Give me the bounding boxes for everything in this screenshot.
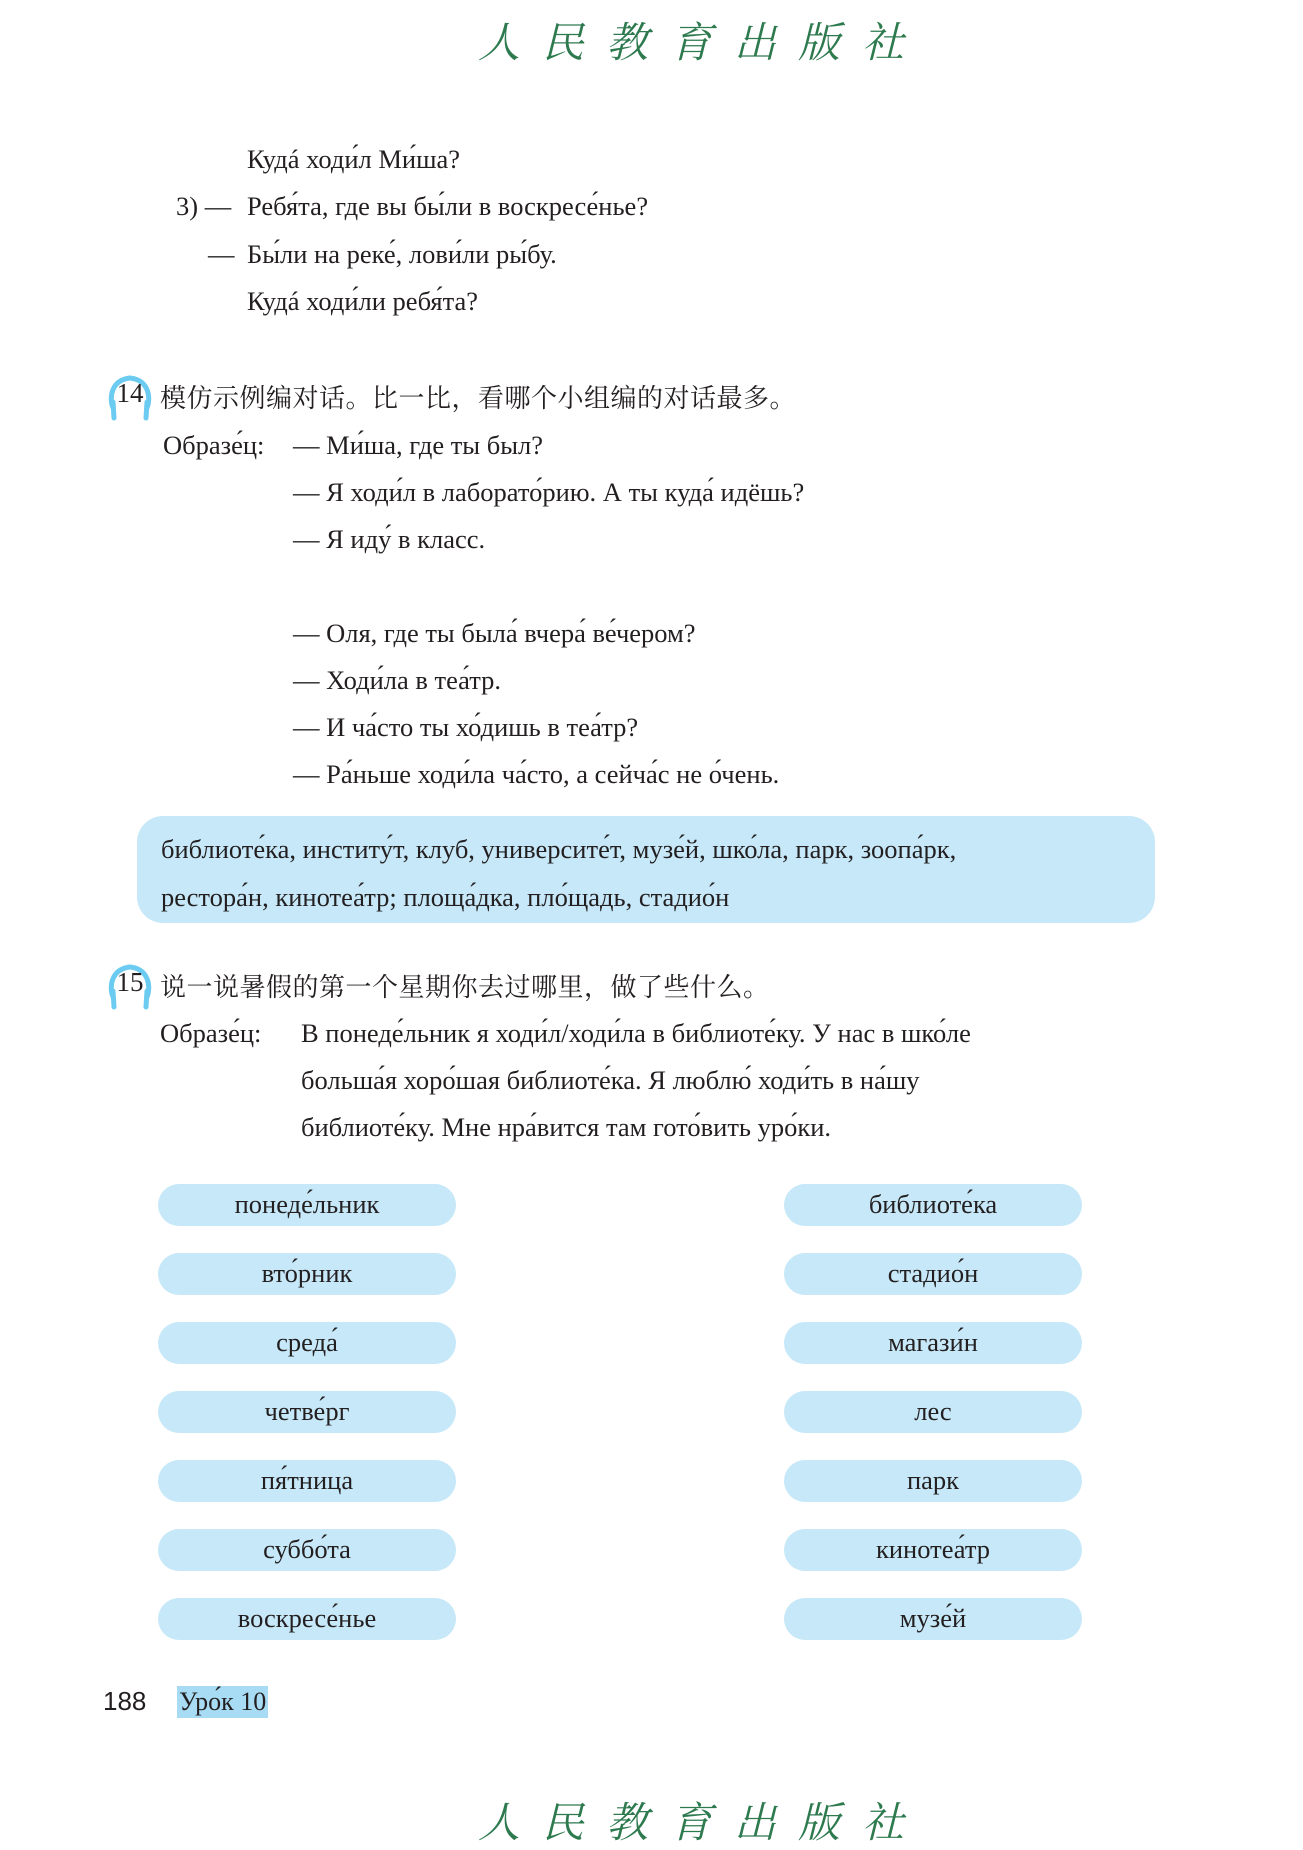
dialog-line: — Оля, где ты была́ вчера́ ве́чером? (293, 618, 696, 648)
dash: — (208, 239, 235, 269)
dialog-line: — Ми́ша, где ты был? (293, 430, 543, 460)
lesson-label: Уро́к 10 (179, 1687, 267, 1716)
day-pill: среда́ (158, 1322, 456, 1364)
dialog-line: — Ра́ньше ходи́ла ча́сто, а сейча́с не о́чень. (293, 759, 780, 789)
dialog-line: Бы́ли на реке́, лови́ли ры́бу. (247, 239, 557, 269)
place-pill: музе́й (784, 1598, 1082, 1640)
dialog-line: — Ходи́ла в теа́тр. (293, 665, 502, 695)
exercise-number: 14 (116, 378, 144, 408)
publisher-logo-header: 人民教育出版社 (478, 18, 927, 67)
dialog-line: — И ча́сто ты хо́дишь в теа́тр? (293, 712, 639, 742)
place-pill: магази́н (784, 1322, 1082, 1364)
exercise-number-badge (107, 961, 153, 1011)
page-number: 188 (103, 1686, 147, 1716)
day-pill: вто́рник (158, 1253, 456, 1295)
dialog-line: Ребя́та, где вы бы́ли в воскресе́нье? (247, 191, 649, 221)
day-pill: понеде́льник (158, 1184, 456, 1226)
sample-label: Образе́ц: (163, 430, 265, 460)
publisher-logo-footer: 人民教育出版社 (478, 1798, 927, 1847)
vocabulary-line: библиоте́ка, институ́т, клуб, университе́т, музе́й, шко́ла, парк, зоопа́рк, (161, 834, 957, 864)
vocabulary-box (137, 816, 1155, 923)
place-pill: кинотеа́тр (784, 1529, 1082, 1571)
dialog-line: — Я ходи́л в лаборато́рию. А ты куда́ идёшь? (293, 477, 805, 507)
vocabulary-line: рестора́н, кинотеа́тр; площа́дка, пло́щадь, стадио́н (161, 882, 730, 912)
day-pill: пя́тница (158, 1460, 456, 1502)
place-pill: библиоте́ка (784, 1184, 1082, 1226)
item-prefix: 3) — (176, 191, 232, 221)
sample-text-line: библиоте́ку. Мне нра́вится там гото́вить уро́ки. (301, 1112, 832, 1142)
sample-text-line: больша́я хоро́шая библиоте́ка. Я люблю́ ходи́ть в на́шу (301, 1065, 920, 1095)
place-pill: стадио́н (784, 1253, 1082, 1295)
exercise-number: 15 (116, 967, 144, 997)
exercise-instruction: 模仿示例编对话。比一比，看哪个小组编的对话最多。 (160, 384, 797, 414)
day-pill: воскресе́нье (158, 1598, 456, 1640)
sample-text-line: В понеде́льник я ходи́л/ходи́ла в библиоте́ку. У нас в шко́ле (301, 1018, 971, 1048)
sample-label: Образе́ц: (160, 1018, 262, 1048)
place-pill: лес (784, 1391, 1082, 1433)
question-line: Кудá ходи́л Ми́ша? (247, 144, 461, 174)
question-line: Кудá ходи́ли ребя́та? (247, 286, 479, 316)
day-pill: суббо́та (158, 1529, 456, 1571)
dialog-line: — Я иду́ в класс. (293, 524, 486, 554)
day-pill: четве́рг (158, 1391, 456, 1433)
exercise-number-badge (107, 372, 153, 422)
exercise-instruction: 说一说暑假的第一个星期你去过哪里，做了些什么。 (160, 973, 770, 1003)
place-pill: парк (784, 1460, 1082, 1502)
